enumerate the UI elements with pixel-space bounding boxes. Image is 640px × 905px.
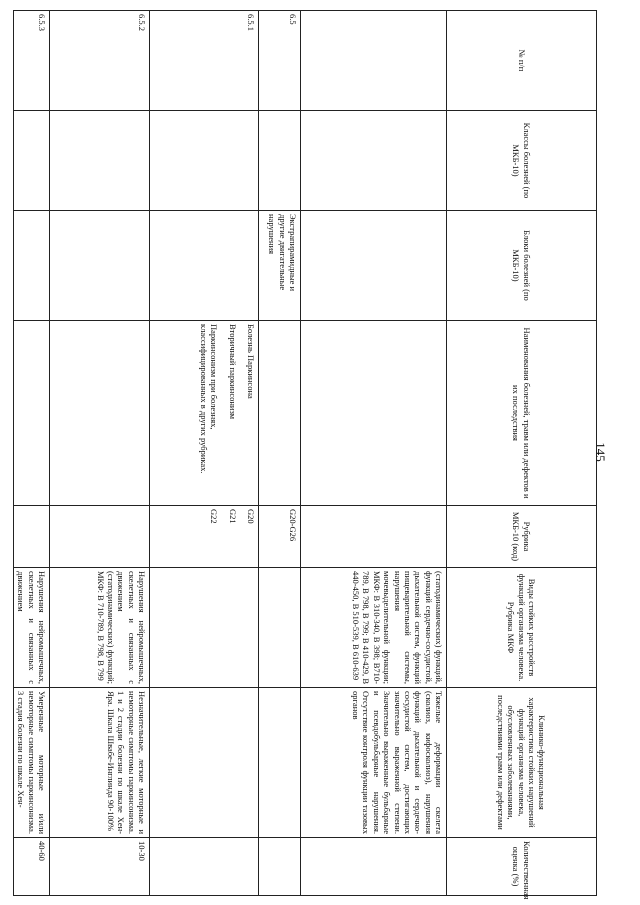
table-row [150,11,259,896]
disease-name: Паркинсонизм при болезнях, классифицированных в других рубриках. [198,324,220,474]
table-row [259,11,301,896]
rating-cell: 40-60 [13,838,49,896]
header-names: Наименования болезней, травм или дефектов и их последствия [447,321,597,506]
row-number: 6.5.1 [150,11,259,111]
types-cell: Нарушения нейромышечных, скелетных и связанных с движением [13,568,49,688]
disease-names-cell [150,321,259,506]
rubric-code: G20 [246,509,256,524]
rubric-code: G22 [209,509,220,524]
rubric-code: G21 [227,509,238,524]
clinical-cell: Тяжелые деформации скелета (сколиоз, кифосколиоз), нарушения функций дыхательной и сердечно-сосудистой систем, достигающих значительно выраженной степени. Значительно выраженные бульбарные и псевдобульбарные нарушения. Отсутствие контроля функции тазовых органов [301,688,447,838]
page-number: 145 [593,442,608,462]
block-name: Экстрапирамидные и другие двигательные нарушения [259,211,301,321]
row-number: 6.5.2 [50,11,150,111]
row-number: 6.5.3 [13,11,49,111]
table-row [301,11,447,896]
header-rubric: Рубрика МКБ-10 (код) [447,506,597,568]
header-rating: Количественная оценка (%) [447,838,597,896]
clinical-cell: Умеренные моторные и/или немоторные симптомы паркинсонизма. 3 стадия болезни по шкале Хен- [13,688,49,838]
row-number: 6.5 [259,11,301,111]
disease-name: Вторичный паркинсонизм [227,324,238,420]
disease-name: Болезнь Паркинсона [246,324,256,399]
header-classes: Классы болезней (по МКБ-10) [447,111,597,211]
header-clinical: Клинико-функциональная характеристика стойких нарушений функций организма человека, обусловленных заболеваниями, последствиями травм или дефектами [447,688,597,838]
disability-criteria-table [13,10,597,900]
clinical-cell: Незначительные, легкие моторные и немоторные симптомы паркинсонизма. 1 и 2 стадии болезни по шкале Хен-Яра. Шкала Швабе-Инглинда 90-100% [50,688,150,838]
codes-cell [150,506,259,568]
types-cell: Нарушения нейромышечных, скелетных и связанных с движением (статодинамических) функций; МКФ: В 710-789, В 798, В 799 [50,568,150,688]
table-row [50,11,150,896]
table-row [13,11,49,896]
header-blocks: Блоки болезней (по МКБ-10) [447,211,597,321]
header-row [447,11,597,896]
table-container [16,10,597,900]
rubric-code: G20-G26 [259,506,301,568]
rating-cell: 10-30 [50,838,150,896]
header-num: № п/п [447,11,597,111]
header-types: Виды стойких расстройств функций организма человека. Рубрика МКФ [447,568,597,688]
types-cell: (статодинамических) функций, функций сердечно-сосудистой, дыхательной систем, функций пищеварительной системы, нарушения мочевыделительной функции; МКФ: В 310-340, В 398; В710-789, В 798, В 799; В 410-429, В 440-450, В 510-539, В 610-639 [301,568,447,688]
